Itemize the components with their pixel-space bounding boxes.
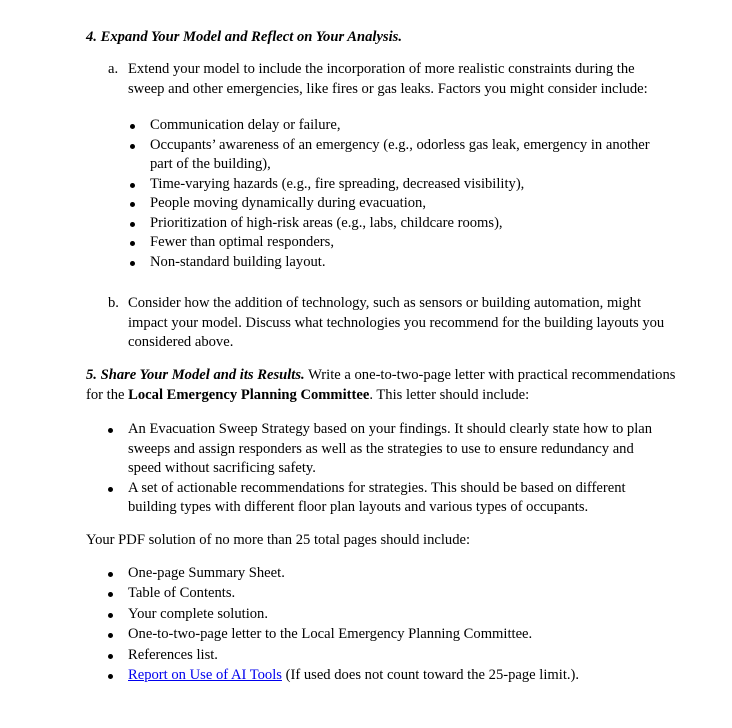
item-a [108,60,668,99]
item-a-marker: a. [108,61,119,77]
section-5-intro: Write a one-to-two-page letter with practical recommendations for the [86,367,676,403]
list-item: Time-varying hazards (e.g., fire spreading, decreased visibility), [128,175,668,195]
ai-tools-report-link[interactable]: Report on Use of AI Tools [128,666,282,683]
section-5-intro-end: . This letter should include: [369,386,530,403]
list-item: References list. [106,646,686,666]
list-item: People moving dynamically during evacuation, [128,194,668,214]
list-item: One-page Summary Sheet. [106,564,686,584]
pdf-items-list [106,564,686,686]
list-item: Fewer than optimal responders, [128,233,668,253]
item-b-marker: b. [108,295,119,311]
section-4-heading: 4. Expand Your Model and Reflect on Your Analysis. [86,29,402,45]
list-item: Prioritization of high-risk areas (e.g., labs, childcare rooms), [128,214,668,234]
item-a-text: Extend your model to include the incorporation of more realistic constraints during the sweep and other emergencies, like fires or gas leaks. Factors you might consider include: [128,61,648,97]
list-item: One-to-two-page letter to the Local Emergency Planning Committee. [106,625,686,645]
letter-items-list [106,420,666,518]
list-item: Communication delay or failure, [128,116,668,136]
item-b-text: Consider how the addition of technology, such as sensors or building automation, might impact your model. Discuss what technologies you recommend for the building layouts you considered above. [128,295,665,350]
pdf-intro: Your PDF solution of no more than 25 total pages should include: [86,532,471,548]
section-5-paragraph [86,366,676,405]
item-b [108,294,668,353]
list-item: Non-standard building layout. [128,253,668,273]
list-item: Your complete solution. [106,605,686,625]
list-item: Occupants’ awareness of an emergency (e.g., odorless gas leak, emergency in another part of the building), [128,136,668,175]
ai-tools-note: (If used does not count toward the 25-page limit.). [281,666,580,683]
list-item: A set of actionable recommendations for strategies. This should be based on different building types with different floor plan layouts and various types of occupants. [106,479,666,518]
list-item: Table of Contents. [106,584,686,604]
list-item: An Evacuation Sweep Strategy based on your findings. It should clearly state how to plan sweeps and assign responders as well as the strategies to use to ensure redundancy and speed without sacrificing safety. [106,420,666,479]
committee-name: Local Emergency Planning Committee [128,386,370,403]
list-item-ai-report [106,666,686,686]
section-5-heading: 5. Share Your Model and its Results. [86,367,305,383]
factors-list [128,116,668,272]
